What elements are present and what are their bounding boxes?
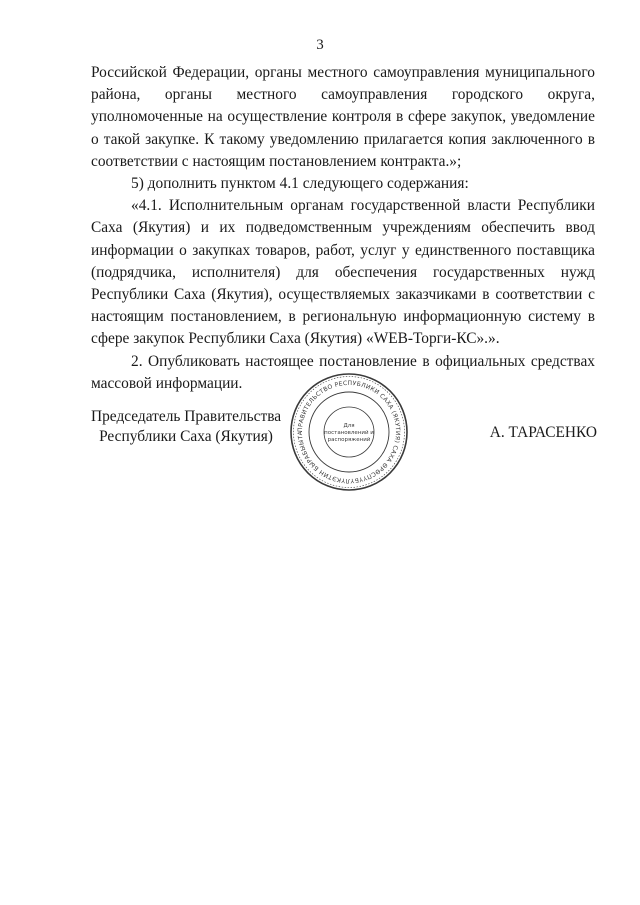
- paragraph-item-4-1: «4.1. Исполнительным органам государственной власти Республики Саха (Якутия) и их подведомственным учреждениям обеспечить ввод информации о закупках товаров, работ, услуг у единственного поставщика (подрядчика, исполнителя) для обеспечения государственных нужд Республики Саха (Якутия), осуществляемых заказчиками в соответствии с настоящим постановлением, в региональную информационную систему в сфере закупок Республики Саха (Якутия) «WEB-Торги-КС».».: [91, 197, 595, 348]
- signatory-name: А. ТАРАСЕНКО: [489, 424, 597, 441]
- official-seal: [289, 372, 409, 492]
- seal-center-line1: Для: [343, 423, 355, 429]
- seal-stamp-graphic: [289, 372, 409, 492]
- paragraph-continuation: Российской Федерации, органы местного самоуправления муниципального района, органы местного самоуправления городского округа, уполномоченные на осуществление контроля в сфере закупок, уведомление о такой закупке. К такому уведомлению прилагается копия заключенного в соответствии с настоящим постановлением контракта.»;: [91, 64, 595, 170]
- paragraph-amendment-intro: 5) дополнить пунктом 4.1 следующего содержания:: [131, 175, 469, 193]
- page-number: 3: [316, 37, 324, 53]
- seal-center-line2: постановлений и: [324, 430, 374, 436]
- signatory-title-line1: Председатель Правительства: [91, 408, 282, 425]
- signatory-title-line2: Республики Саха (Якутия): [99, 428, 273, 445]
- document-body: [91, 62, 595, 395]
- seal-outer-text: ПРАВИТЕЛЬСТВО РЕСПУБЛИКИ САХА (ЯКУТИЯ) САХА ӨРӨСПҮҮБҮЛҮКЭТИН БЫРАБЫЫТА: [296, 379, 402, 485]
- seal-center-line3: распоряжений: [327, 437, 371, 443]
- signatory-title: [91, 407, 281, 447]
- paragraph-publish: 2. Опубликовать настоящее постановление в официальных средствах массовой информации.: [91, 352, 595, 392]
